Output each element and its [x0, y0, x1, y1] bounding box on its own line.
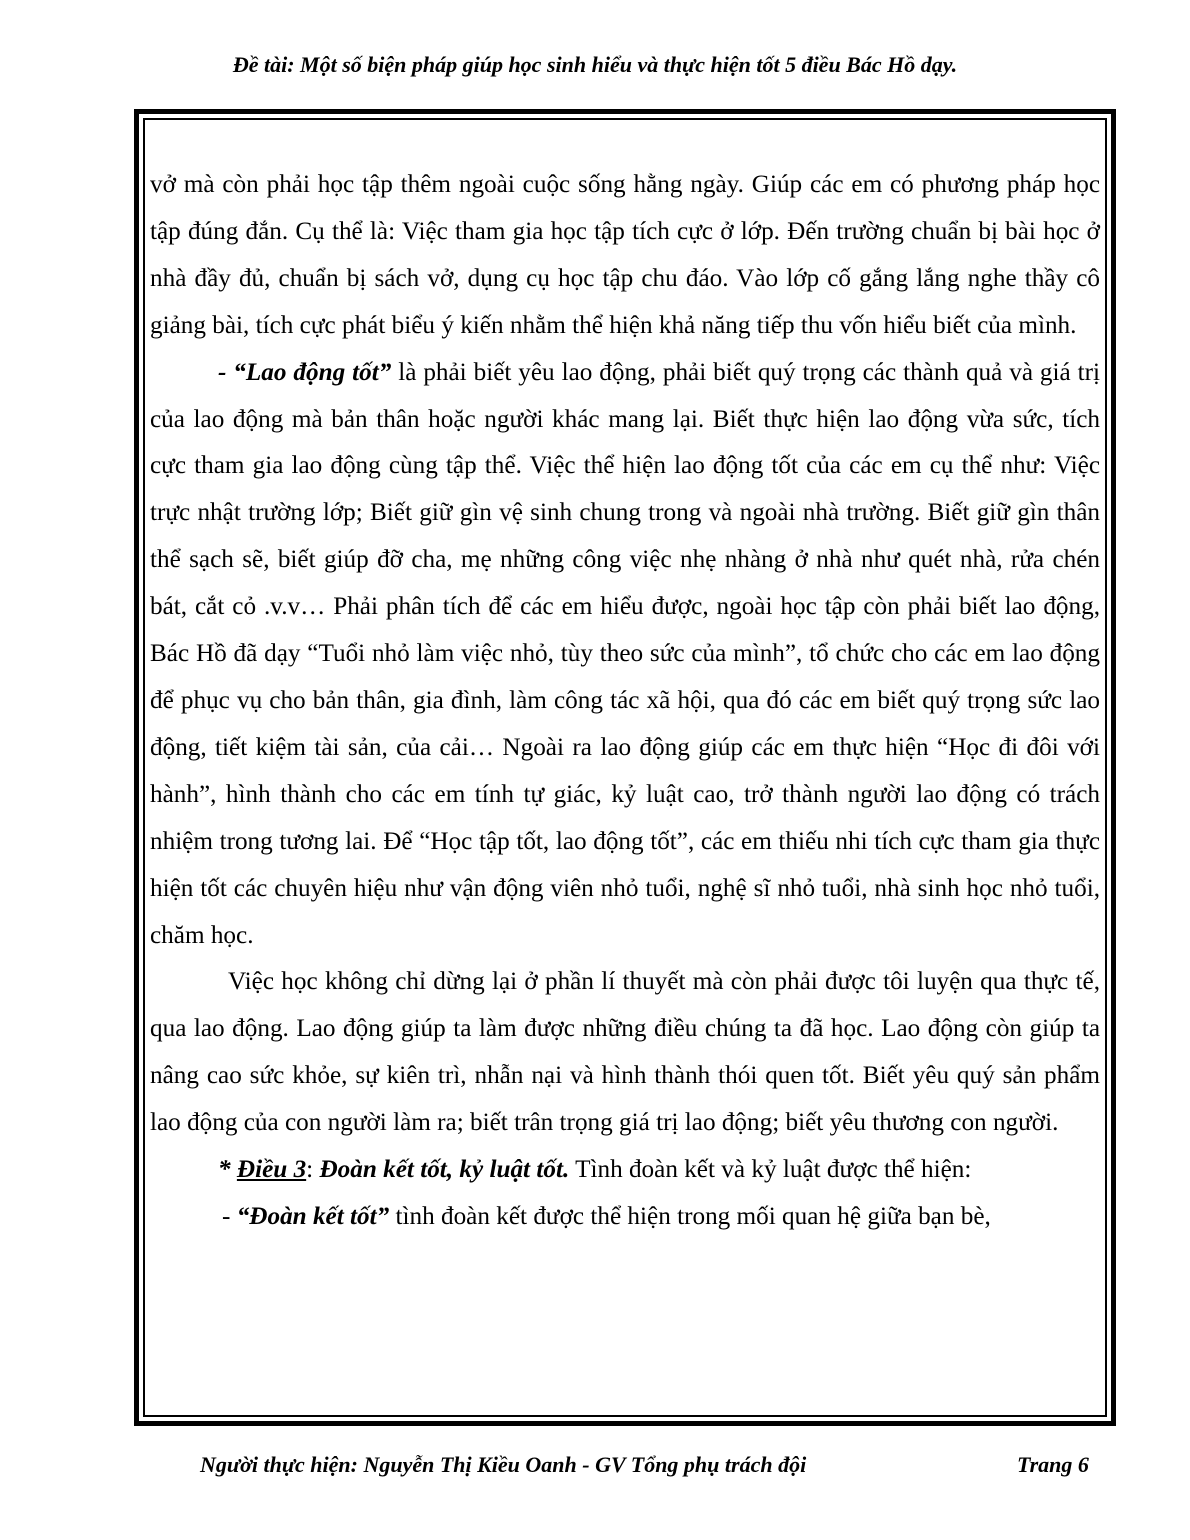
rule-3-title: Đoàn kết tốt, kỷ luật tốt. [319, 1156, 570, 1184]
rule-3-text: Tình đoàn kết và kỷ luật được thể hiện: [569, 1156, 972, 1184]
footer-author: Người thực hiện: Nguyễn Thị Kiều Oanh - GV Tổng phụ trách đội [200, 1452, 807, 1477]
unity-dash: - [222, 1202, 237, 1230]
paragraph-study: vở mà còn phải học tập thêm ngoài cuộc sống hằng ngày. Giúp các em có phương pháp học tập đúng đắn. Cụ thể là: Việc tham gia học tập tích cực ở lớp. Đến trường chuẩn bị bài học ở nhà đầy đủ, chuẩn bị sách vở, dụng cụ học tập chu đáo. Vào lớp cố gắng lắng nghe thầy cô giảng bài, tích cực phát biểu ý kiến nhằm thể hiện khả năng tiếp thu vốn hiểu biết của mình. [150, 171, 1100, 339]
rule-3-label: Điều 3 [236, 1156, 307, 1184]
paragraph-labor [150, 350, 1100, 960]
footer-page-number: Trang 6 [1017, 1452, 1089, 1477]
labor-text: là phải biết yêu lao động, phải biết quý trọng các thành quả và giá trị của lao động mà bản thân hoặc người khác mang lại. Biết thực hiện lao động vừa sức, tích cực tham gia lao động cùng tập thể. Việc thể hiện lao động tốt của các em cụ thể như: Việc trực nhật trường lớp; Biết giữ gìn vệ sinh chung trong và ngoài nhà trường. Biết giữ gìn thân thể sạch sẽ, biết giúp đỡ cha, mẹ những công việc nhẹ nhàng ở nhà như quét nhà, rửa chén bát, cắt cỏ .v.v… Phải phân tích để các em hiểu được, ngoài học tập còn phải biết lao động, Bác Hồ đã dạy “Tuổi nhỏ làm việc nhỏ, tùy theo sức của mình”, tổ chức cho các em lao động để phục vụ cho bản thân, gia đình, làm công tác xã hội, qua đó các em biết quý trọng sức lao động, tiết kiệm tài sản, của cải… Ngoài ra lao động giúp các em thực hiện “Học đi đôi với hành”, hình thành cho các em tính tự giác, kỷ luật cao, trở thành người lao động có trách nhiệm trong tương lai. Để “Học tập tốt, lao động tốt”, các em thiếu nhi tích cực tham gia thực hiện tốt các chuyên hiệu như vận động viên nhỏ tuổi, nghệ sĩ nhỏ tuổi, nhà sinh học nhỏ tuổi, chăm học. [150, 358, 1101, 949]
paragraph-practice: Việc học không chỉ dừng lại ở phần lí thuyết mà còn phải được tôi luyện qua thực tế, qua lao động. Lao động giúp ta làm được những điều chúng ta đã học. Lao động còn giúp ta nâng cao sức khỏe, sự kiên trì, nhẫn nại và hình thành thói quen tốt. Biết yêu quý sản phẩm lao động của con người làm ra; biết trân trọng giá trị lao động; biết yêu thương con người. [150, 968, 1100, 1137]
labor-heading: - “Lao động tốt” [218, 358, 392, 386]
rule-3-star: * [218, 1156, 237, 1184]
rule-3-colon: : [306, 1156, 320, 1184]
paragraph-rule-3 [150, 1147, 1100, 1194]
unity-heading: “Đoàn kết tốt” [236, 1202, 390, 1230]
document-header-title: Đề tài: Một số biện pháp giúp học sinh hiểu và thực hiện tốt 5 điều Bác Hồ dạy. [232, 52, 958, 77]
document-body [150, 162, 1100, 1241]
unity-text: tình đoàn kết được thể hiện trong mối quan hệ giữa bạn bè, [389, 1202, 991, 1230]
paragraph-unity [150, 1194, 1100, 1241]
